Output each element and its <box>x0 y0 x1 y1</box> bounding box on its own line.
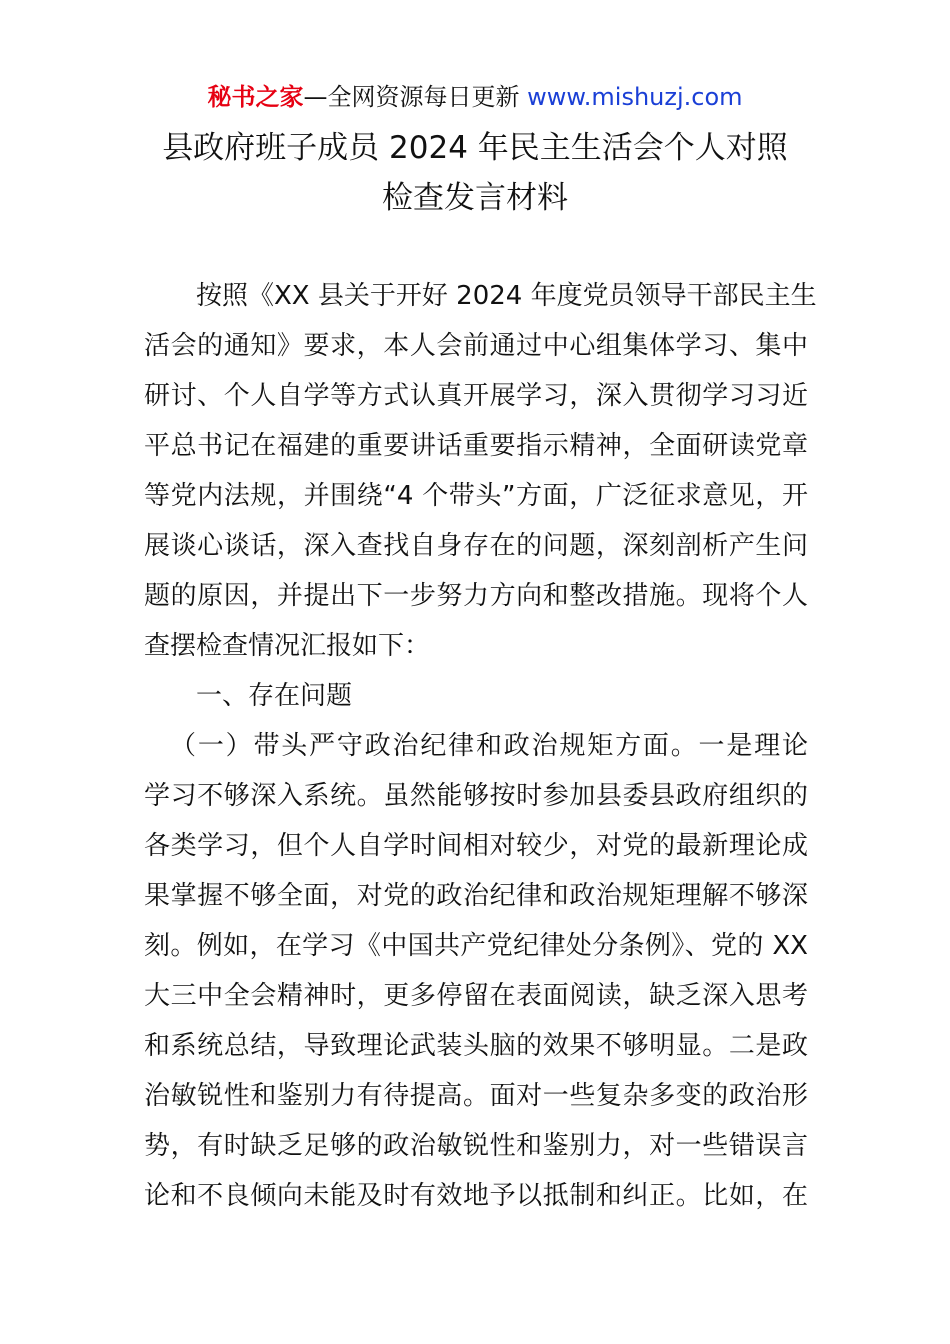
paragraph-line: 论和不良倾向未能及时有效地予以抵制和纠正。比如，在 <box>144 1181 808 1211</box>
document-title-line-2: 检查发言材料 <box>382 180 568 216</box>
paragraph-line: 研讨、个人自学等方式认真开展学习，深入贯彻学习习近 <box>144 381 808 411</box>
paragraph-line: 平总书记在福建的重要讲话重要指示精神，全面研读党章 <box>144 431 808 461</box>
paragraph-line: 治敏锐性和鉴别力有待提高。面对一些复杂多变的政治形 <box>144 1081 808 1111</box>
paragraph-line: 活会的通知》要求，本人会前通过中心组集体学习、集中 <box>144 331 808 361</box>
paragraph-line: 等党内法规，并围绕“4 个带头”方面，广泛征求意见，开 <box>144 481 808 511</box>
site-header <box>0 80 950 114</box>
site-url-link[interactable]: www.mishuzj.com <box>527 83 743 111</box>
paragraph-line: 题的原因，并提出下一步努力方向和整改措施。现将个人 <box>144 581 808 611</box>
paragraph-line: 刻。例如，在学习《中国共产党纪律处分条例》、党的 XX <box>144 931 808 961</box>
paragraph-line: 势，有时缺乏足够的政治敏锐性和鉴别力，对一些错误言 <box>144 1131 808 1161</box>
paragraph-line: 展谈心谈话，深入查找自身存在的问题，深刻剖析产生问 <box>144 531 808 561</box>
site-slogan: —全网资源每日更新 <box>303 83 528 111</box>
section-heading: 一、存在问题 <box>196 681 353 711</box>
paragraph-line: 大三中全会精神时，更多停留在表面阅读，缺乏深入思考 <box>144 981 808 1011</box>
paragraph-line: 查摆检查情况汇报如下： <box>144 631 431 661</box>
paragraph-line: 和系统总结，导致理论武装头脑的效果不够明显。二是政 <box>144 1031 808 1061</box>
paragraph-line: 果掌握不够全面，对党的政治纪律和政治规矩理解不够深 <box>144 881 808 911</box>
paragraph-line: 学习不够深入系统。虽然能够按时参加县委县政府组织的 <box>144 781 808 811</box>
document-title-line-1: 县政府班子成员 2024 年民主生活会个人对照 <box>162 130 788 166</box>
site-brand: 秘书之家 <box>207 83 304 111</box>
paragraph-line: 各类学习，但个人自学时间相对较少，对党的最新理论成 <box>144 831 808 861</box>
paragraph-line: （一）带头严守政治纪律和政治规矩方面。一是理论 <box>170 731 808 761</box>
paragraph-line: 按照《XX 县关于开好 2024 年度党员领导干部民主生 <box>196 281 817 311</box>
